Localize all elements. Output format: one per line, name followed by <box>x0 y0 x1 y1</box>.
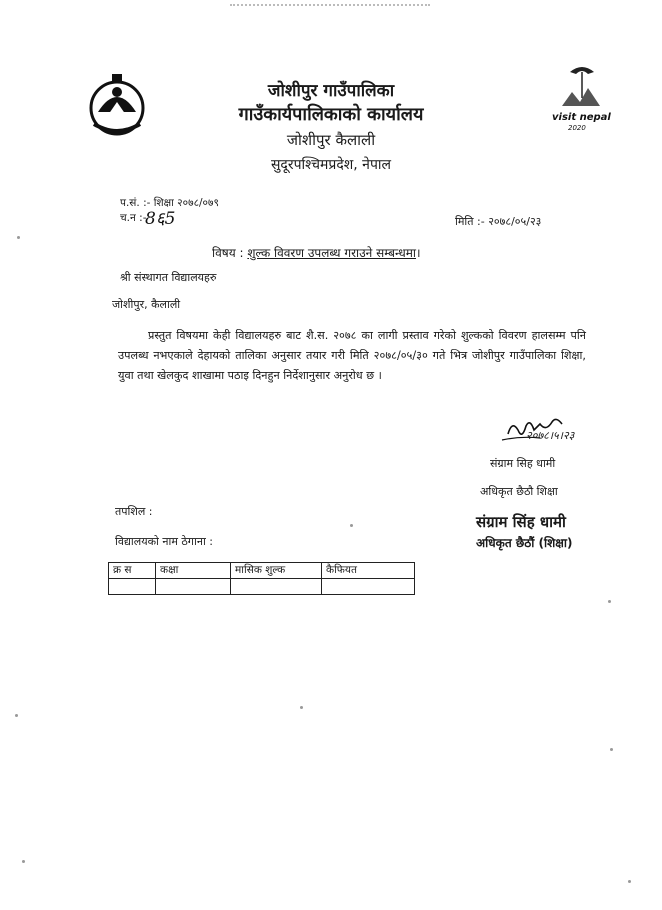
svg-text:visit nepal: visit nepal <box>552 112 611 123</box>
stamp-name: संग्राम सिंह धामी <box>476 513 566 531</box>
letter-body: प्रस्तुत विषयमा केही विद्यालयहरु बाट शै.स. २०७८ का लागी प्रस्ताव गरेको शुल्कको विवरण हालसम्म पनि उपलब्ध नभएकाले देहायको तालिका अनुसार तयार गरी मिति २०७८/०५/३० गते भित्र जोशीपुर गाउँपालिका शिक्षा, युवा तथा खेलकुद शाखामा पठाइ दिनहुन निर्देशानुसार अनुरोध छ । <box>118 329 586 382</box>
table-header-cell: मासिक शुल्क <box>231 563 322 579</box>
org-name: जोशीपुर गाउँपालिका <box>267 81 395 101</box>
letter-date: मिति :- २०७८/०५/२३ <box>455 215 542 228</box>
subject-text: शुल्क विवरण उपलब्ध गराउने सम्बन्धमा <box>247 246 416 260</box>
table-row <box>109 579 415 595</box>
office-name: गाउँकार्यपालिकाको कार्यालय <box>238 104 424 125</box>
signer-title: अधिकृत छैठौ शिक्षा <box>480 485 558 498</box>
office-province: सुदूरपश्चिमप्रदेश, नेपाल <box>270 157 392 173</box>
table-header-cell: कैफियत <box>322 563 415 579</box>
chalan-number-handwritten: 8६5 <box>145 209 176 229</box>
office-location: जोशीपुर कैलाली <box>286 131 376 149</box>
table-cell <box>322 579 415 595</box>
chalan-label: च.न :- <box>120 212 147 224</box>
table-cell <box>156 579 231 595</box>
signer-name: संग्राम सिह धामी <box>490 457 556 470</box>
svg-text:2020: 2020 <box>568 124 586 132</box>
recipient: श्री संस्थागत विद्यालयहरु <box>120 271 217 284</box>
signature-date: २०७८।५।२३ <box>526 429 575 442</box>
school-address-label: विद्यालयको नाम ठेगाना : <box>115 535 213 548</box>
table-header-row <box>109 563 415 579</box>
table-header-cell: कक्षा <box>156 563 231 579</box>
letter-subject <box>212 244 421 261</box>
recipient-address: जोशीपुर, कैलाली <box>112 298 181 311</box>
table-cell <box>231 579 322 595</box>
tapsil-label: तपशिल : <box>115 505 153 518</box>
table-header-cell: क्र स <box>109 563 156 579</box>
table-cell <box>109 579 156 595</box>
subject-label: विषय : <box>212 246 244 260</box>
letter-reference-number: प.सं. :- शिक्षा २०७८/०७९ <box>120 197 219 209</box>
fee-table <box>108 562 415 595</box>
subject-end: । <box>416 246 421 260</box>
scan-artifact <box>230 4 430 9</box>
stamp-title: अधिकृत छैठौं (शिक्षा) <box>476 536 573 550</box>
